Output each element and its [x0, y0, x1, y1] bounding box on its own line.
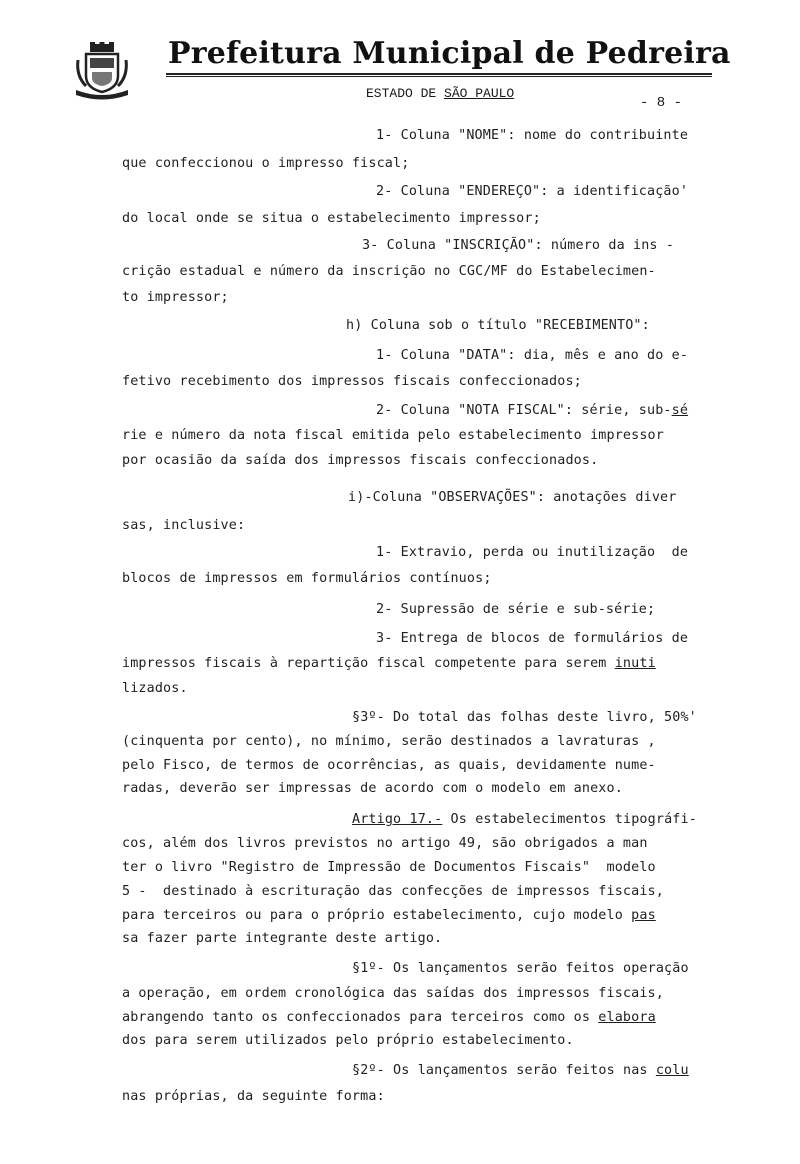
text-line: §3º- Do total das folhas deste livro, 50%' — [352, 710, 697, 725]
page-number: - 8 - — [640, 95, 683, 111]
text-line: 1- Coluna "NOME": nome do contribuinte — [376, 128, 689, 143]
text-segment: impressos fiscais à repartição fiscal competente para serem — [122, 656, 615, 671]
text-line: 1- Extravio, perda ou inutilização de — [376, 545, 689, 560]
text-segment: 2- Coluna "NOTA FISCAL": série, sub- — [376, 403, 672, 418]
state-name: SÃO PAULO — [444, 86, 515, 101]
municipal-crest-icon — [74, 42, 130, 100]
text-line: 5 - destinado à escrituração das confecções de impressos fiscais, — [122, 884, 664, 899]
text-line — [122, 656, 656, 671]
text-line: dos para serem utilizados pelo próprio estabelecimento. — [122, 1033, 574, 1048]
text-line: 3- Entrega de blocos de formulários de — [376, 631, 689, 646]
text-line — [376, 403, 688, 418]
text-line: a operação, em ordem cronológica das saídas dos impressos fiscais, — [122, 986, 664, 1001]
text-line: sas, inclusive: — [122, 518, 246, 533]
text-line: fetivo recebimento dos impressos fiscais confeccionados; — [122, 374, 582, 389]
text-line: h) Coluna sob o título "RECEBIMENTO": — [346, 318, 650, 333]
text-segment: §2º- Os lançamentos serão feitos nas — [352, 1063, 656, 1078]
text-line: que confeccionou o impresso fiscal; — [122, 156, 410, 171]
text-line: lizados. — [122, 681, 188, 696]
text-line: pelo Fisco, de termos de ocorrências, as quais, devidamente nume- — [122, 758, 656, 773]
underlined-segment: colu — [655, 1063, 689, 1078]
text-segment: abrangendo tanto os confeccionados para terceiros como os — [122, 1010, 599, 1025]
text-line — [122, 908, 656, 923]
text-line: cos, além dos livros previstos no artigo 49, são obrigados a man — [122, 836, 648, 851]
text-segment: Os estabelecimentos tipográfi- — [442, 812, 697, 827]
text-line: rie e número da nota fiscal emitida pelo estabelecimento impressor — [122, 428, 664, 443]
underlined-segment: elabora — [598, 1010, 656, 1025]
text-line — [352, 1063, 689, 1078]
text-line — [122, 1010, 656, 1025]
text-line: sa fazer parte integrante deste artigo. — [122, 931, 443, 946]
text-line: to impressor; — [122, 290, 229, 305]
underlined-segment: sé — [671, 403, 689, 418]
text-line: radas, deverão ser impressas de acordo com o modelo em anexo. — [122, 781, 623, 796]
state-subtitle — [366, 86, 514, 101]
underlined-segment: inuti — [614, 656, 656, 671]
municipality-title: Prefeitura Municipal de Pedreira — [168, 36, 731, 71]
text-line: crição estadual e número da inscrição no CGC/MF do Estabelecimen- — [122, 264, 656, 279]
text-segment: para terceiros ou para o próprio estabelecimento, cujo modelo — [122, 908, 632, 923]
text-line: (cinquenta por cento), no mínimo, serão destinados a lavraturas , — [122, 734, 656, 749]
text-line: 1- Coluna "DATA": dia, mês e ano do e- — [376, 348, 689, 363]
header-rule — [166, 73, 712, 77]
article-heading: Artigo 17.- — [352, 812, 443, 827]
text-line — [352, 812, 697, 827]
text-line: ter o livro "Registro de Impressão de Documentos Fiscais" modelo — [122, 860, 656, 875]
text-line: nas próprias, da seguinte forma: — [122, 1089, 385, 1104]
text-line: i)-Coluna "OBSERVAÇÕES": anotações diver — [348, 490, 677, 505]
text-line: por ocasião da saída dos impressos fiscais confeccionados. — [122, 453, 599, 468]
text-line: 3- Coluna "INSCRIÇÃO": número da ins - — [362, 238, 675, 253]
underlined-segment: pas — [631, 908, 656, 923]
text-line: blocos de impressos em formulários contínuos; — [122, 571, 492, 586]
state-prefix: ESTADO DE — [366, 86, 445, 101]
text-line: §1º- Os lançamentos serão feitos operação — [352, 961, 689, 976]
text-line: do local onde se situa o estabelecimento impressor; — [122, 211, 541, 226]
text-line: 2- Supressão de série e sub-série; — [376, 602, 656, 617]
text-line: 2- Coluna "ENDEREÇO": a identificação' — [376, 184, 689, 199]
